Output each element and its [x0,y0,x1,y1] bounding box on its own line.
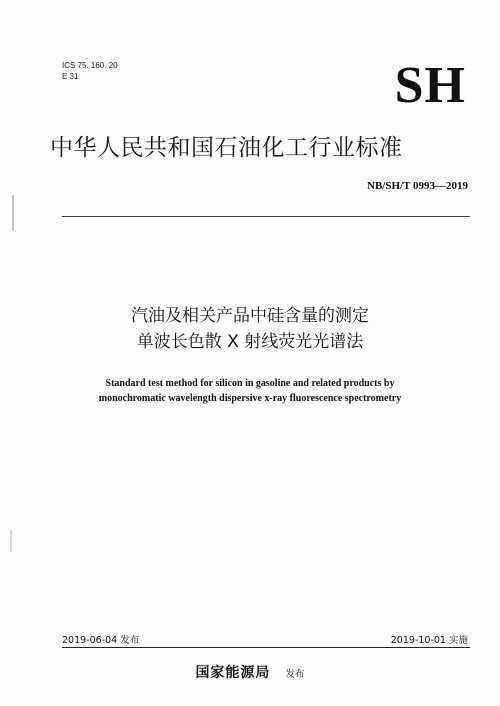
chinese-title-line-1: 汽油及相关产品中硅含量的测定 [131,306,369,326]
sh-logo: SH [394,57,466,114]
issuer-line [0,662,500,682]
classification-codes [62,60,118,82]
scan-edge-mark [12,195,14,230]
ccs-code: E 31 [62,72,79,81]
issuing-organization: 国家能源局 [195,665,271,681]
implementation-date: 2019-10-01 实施 [390,635,468,646]
english-title [0,376,500,406]
footer-divider [62,647,470,648]
english-title-line-1: Standard test method for silicon in gasoline and related products by [105,378,395,389]
issue-date: 2019-06-04 发布 [62,635,140,646]
chinese-title-line-2: 单波长色散 X 射线荧光光谱法 [136,332,364,352]
scan-edge-mark [10,530,12,552]
chinese-title [0,303,500,355]
standard-number: NB/SH/T 0993—2019 [367,180,468,192]
issued-label: 发布 [285,669,305,680]
ics-code: ICS 75. 160. 20 [62,61,118,70]
header-divider [62,216,470,217]
standard-category-title: 中华人民共和国石油化工行业标准 [50,135,403,161]
english-title-line-2: monochromatic wavelength dispersive x-ray fluorescence spectrometry [98,393,402,404]
